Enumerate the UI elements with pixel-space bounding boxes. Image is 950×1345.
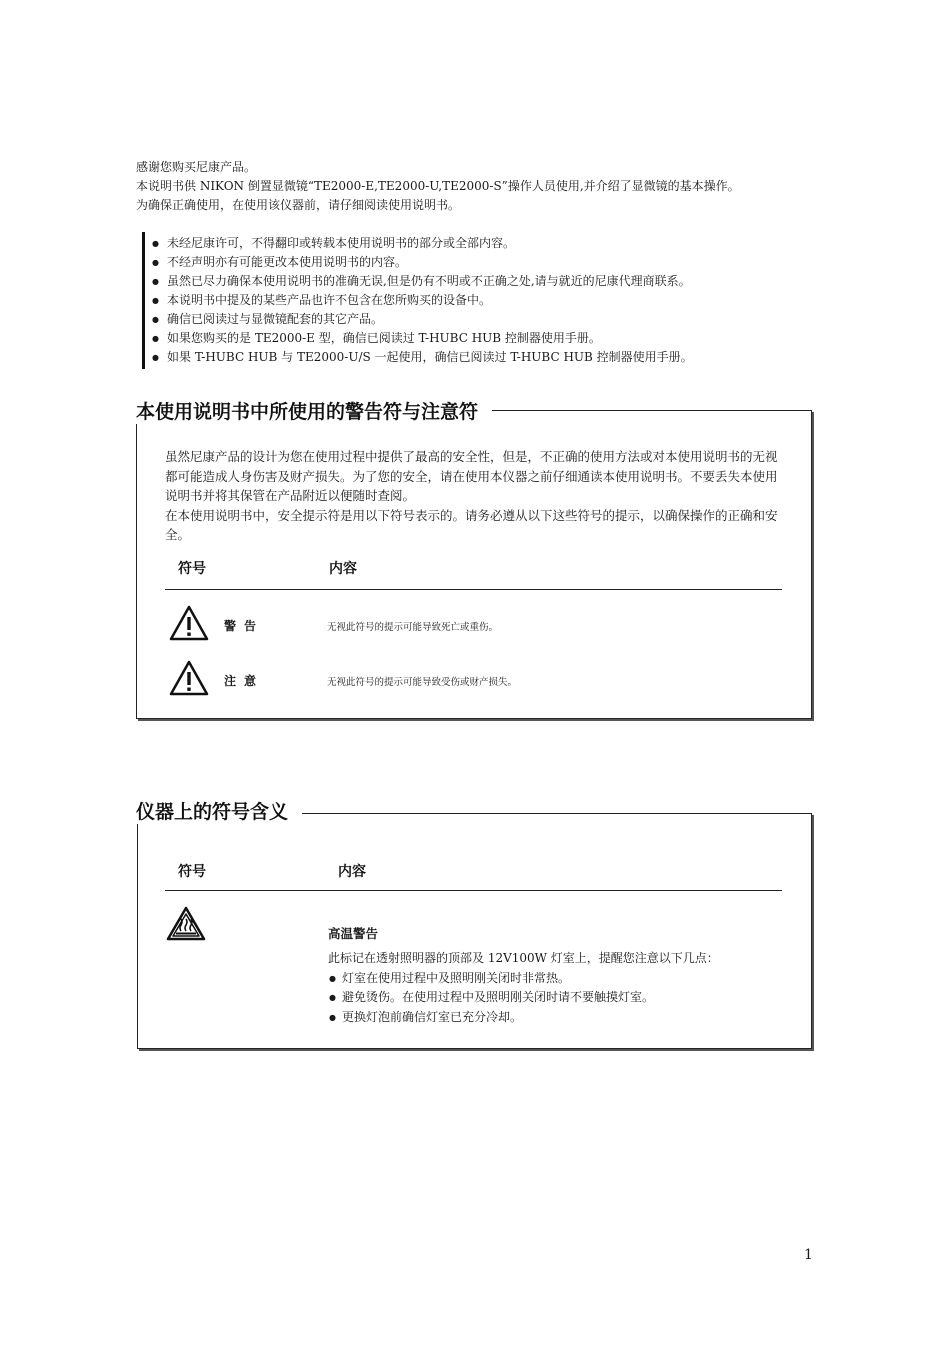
list-item: ● 如果 T-HUBC HUB 与 TE2000-U/S 一起使用，确信已阅读过 T-HUBC HUB 控制器使用手册。 (151, 348, 851, 367)
list-item: ● 避免烫伤。在使用过程中及照明刚关闭时请不要触摸灯室。 (328, 988, 788, 1008)
caution-triangle-icon (168, 659, 210, 701)
list-item: ● 未经尼康许可，不得翻印或转载本使用说明书的部分或全部内容。 (151, 234, 851, 253)
column-header-symbol: 符号 (178, 864, 206, 880)
list-item: ● 如果您购买的是 TE2000-E 型，确信已阅读过 T-HUBC HUB 控制器使用手册。 (151, 329, 851, 348)
table-header-rule (165, 589, 782, 590)
section-title-safety-symbols: 本使用说明书中所使用的警告符与注意符 (136, 400, 492, 424)
hot-warning-intro: 此标记在透射照明器的顶部及 12V100W 灯室上，提醒您注意以下几点： (328, 951, 719, 965)
paragraph-2: 在本使用说明书中，安全提示符是用以下符号表示的。请务必遵从以下这些符号的提示，以确保操作的正确和安全。 (165, 507, 778, 542)
column-header-symbol: 符号 (178, 561, 206, 577)
intro-line: 本说明书供 NIKON 倒置显微镜“TE2000-E,TE2000-U,TE2000-S”操作人员使用,并介绍了显微镜的基本操作。 (136, 179, 740, 193)
section-title-instrument-symbols: 仪器上的符号含义 (136, 800, 302, 824)
warning-label: 警告 (224, 619, 265, 633)
hot-warning-title: 高温警告 (328, 926, 379, 941)
table-header-rule (165, 890, 782, 891)
safety-intro-paragraph (165, 447, 785, 545)
list-item: ● 不经声明亦有可能更改本使用说明书的内容。 (151, 253, 851, 272)
warning-description: 无视此符号的提示可能导致死亡或重伤。 (327, 622, 499, 633)
column-header-content: 内容 (329, 561, 357, 577)
intro-text (136, 158, 836, 215)
list-item: ● 灯室在使用过程中及照明刚关闭时非常热。 (328, 969, 788, 989)
list-item: ● 更换灯泡前确信灯室已充分冷却。 (328, 1008, 788, 1028)
caution-label: 注意 (224, 674, 265, 688)
page-number: 1 (804, 1247, 813, 1263)
notes-list (142, 232, 851, 369)
list-item: ● 本说明书中提及的某些产品也许不包含在您所购买的设备中。 (151, 291, 851, 310)
column-header-content: 内容 (338, 864, 366, 880)
hot-warning-text (328, 949, 788, 1027)
intro-line: 为确保正确使用，在使用该仪器前，请仔细阅读使用说明书。 (136, 198, 461, 212)
paragraph-1: 虽然尼康产品的设计为您在使用过程中提供了最高的安全性，但是，不正确的使用方法或对本使用说明书的无视都可能造成人身伤害及财产损失。为了您的安全，请在使用本仪器之前仔细通读本使用说明书。不要丢失本使用说明书并将其保管在产品附近以便随时查阅。 (165, 449, 778, 503)
hot-surface-icon (166, 906, 206, 946)
intro-line: 感谢您购买尼康产品。 (136, 160, 257, 174)
warning-triangle-icon (168, 604, 210, 646)
list-item: ● 确信已阅读过与显微镜配套的其它产品。 (151, 310, 851, 329)
list-item: ● 虽然已尽力确保本使用说明书的准确无误,但是仍有不明或不正确之处,请与就近的尼康代理商联系。 (151, 272, 851, 291)
caution-description: 无视此符号的提示可能导致受伤或财产损失。 (327, 677, 518, 688)
